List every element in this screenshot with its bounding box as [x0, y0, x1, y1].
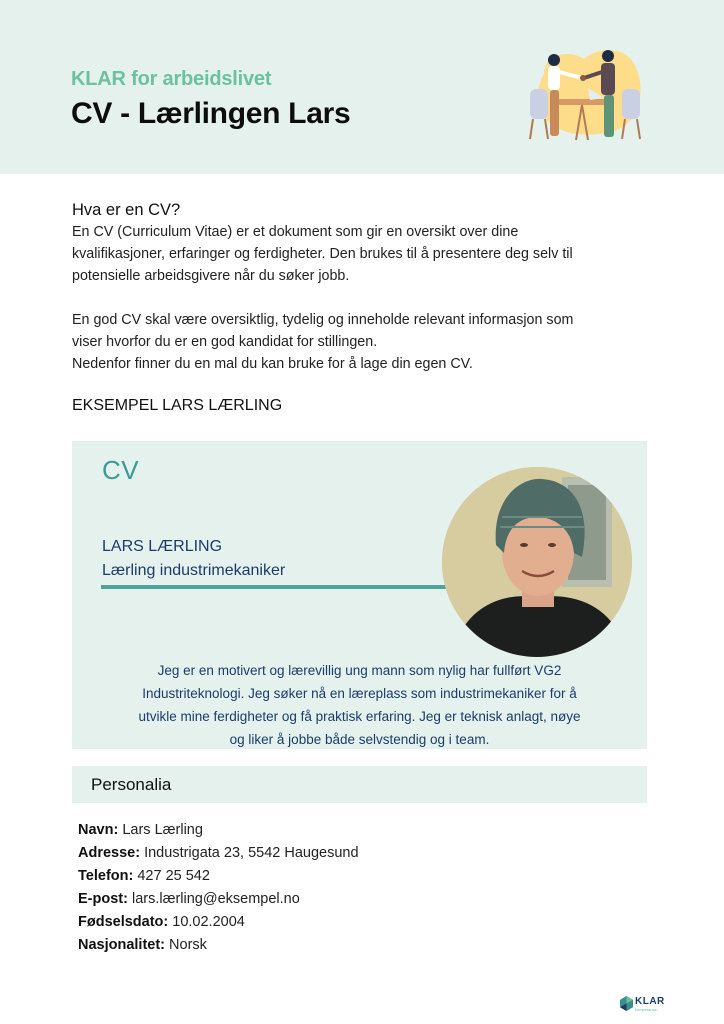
page-title: CV - Lærlingen Lars: [71, 97, 351, 130]
profile-photo: [442, 467, 632, 657]
row-label: Nasjonalitet:: [78, 937, 166, 953]
row-label: Navn:: [78, 822, 119, 838]
intro-heading: Hva er en CV?: [72, 201, 181, 219]
handshake-illustration-icon: [524, 44, 648, 148]
row-label: Fødselsdato:: [78, 914, 169, 930]
text-line: Nedenfor finner du en mal du kan bruke for å lage din egen CV.: [72, 356, 473, 372]
example-heading: EKSEMPEL LARS LÆRLING: [72, 397, 283, 414]
personalia-title: Personalia: [91, 775, 172, 794]
cv-label: CV: [102, 455, 140, 485]
personalia-row-name: [78, 819, 359, 842]
row-value: lars.lærling@eksempel.no: [131, 891, 300, 907]
header-subtitle: KLAR for arbeidslivet: [71, 68, 272, 90]
text-line: utvikle mine ferdigheter og få praktisk erfaring. Jeg er teknisk anlagt, nøye: [138, 709, 581, 724]
cv-role: Lærling industrimekaniker: [102, 562, 286, 579]
text-line: kvalifikasjoner, erfaringer og ferdigheter. Den brukes til å presentere deg selv til: [72, 246, 573, 262]
logo-subtext: kompetanse: [635, 1007, 657, 1012]
row-label: Adresse:: [78, 845, 141, 861]
intro-section: [72, 199, 652, 375]
personalia-row-nationality: [78, 934, 359, 957]
row-value: 10.02.2004: [172, 914, 245, 930]
row-value: Lars Lærling: [122, 822, 203, 838]
row-value: Industrigata 23, 5542 Haugesund: [144, 845, 359, 861]
personalia-row-phone: [78, 865, 359, 888]
page-header: [0, 0, 724, 174]
row-label: Telefon:: [78, 868, 134, 884]
personalia-row-email: [78, 888, 359, 911]
text-line: potensielle arbeidsgivere når du søker jobb.: [72, 268, 350, 284]
klar-hexagon-icon: [620, 996, 633, 1011]
cv-name: LARS LÆRLING: [102, 538, 223, 555]
text-line: viser hvorfor du er en god kandidat for stillingen.: [72, 334, 378, 350]
text-line: En CV (Curriculum Vitae) er et dokument som gir en oversikt over dine: [72, 224, 519, 240]
text-line: En god CV skal være oversiktlig, tydelig og inneholde relevant informasjon som: [72, 312, 574, 328]
intro-paragraph-1: [72, 221, 652, 287]
intro-paragraph-2: [72, 309, 652, 375]
personalia-row-birthdate: [78, 911, 359, 934]
klar-logo: [620, 996, 670, 1014]
cv-card: [72, 441, 647, 749]
row-label: E-post:: [78, 891, 128, 907]
personalia-header: [72, 766, 647, 803]
text-line: Jeg er en motivert og lærevillig ung mann som nylig har fullført VG2: [157, 663, 562, 678]
row-value: 427 25 542: [137, 868, 210, 884]
personalia-row-address: [78, 842, 359, 865]
accent-divider: [101, 585, 451, 589]
text-line: og liker å jobbe både selvstendig og i team.: [229, 732, 490, 747]
cv-summary: [92, 659, 627, 751]
row-value: Norsk: [169, 937, 207, 953]
logo-text: KLAR: [635, 996, 665, 1007]
text-line: Industriteknologi. Jeg søker nå en læreplass som industrimekaniker for å: [142, 686, 577, 701]
personalia-list: [78, 819, 359, 957]
profile-photo-icon: [442, 467, 632, 657]
